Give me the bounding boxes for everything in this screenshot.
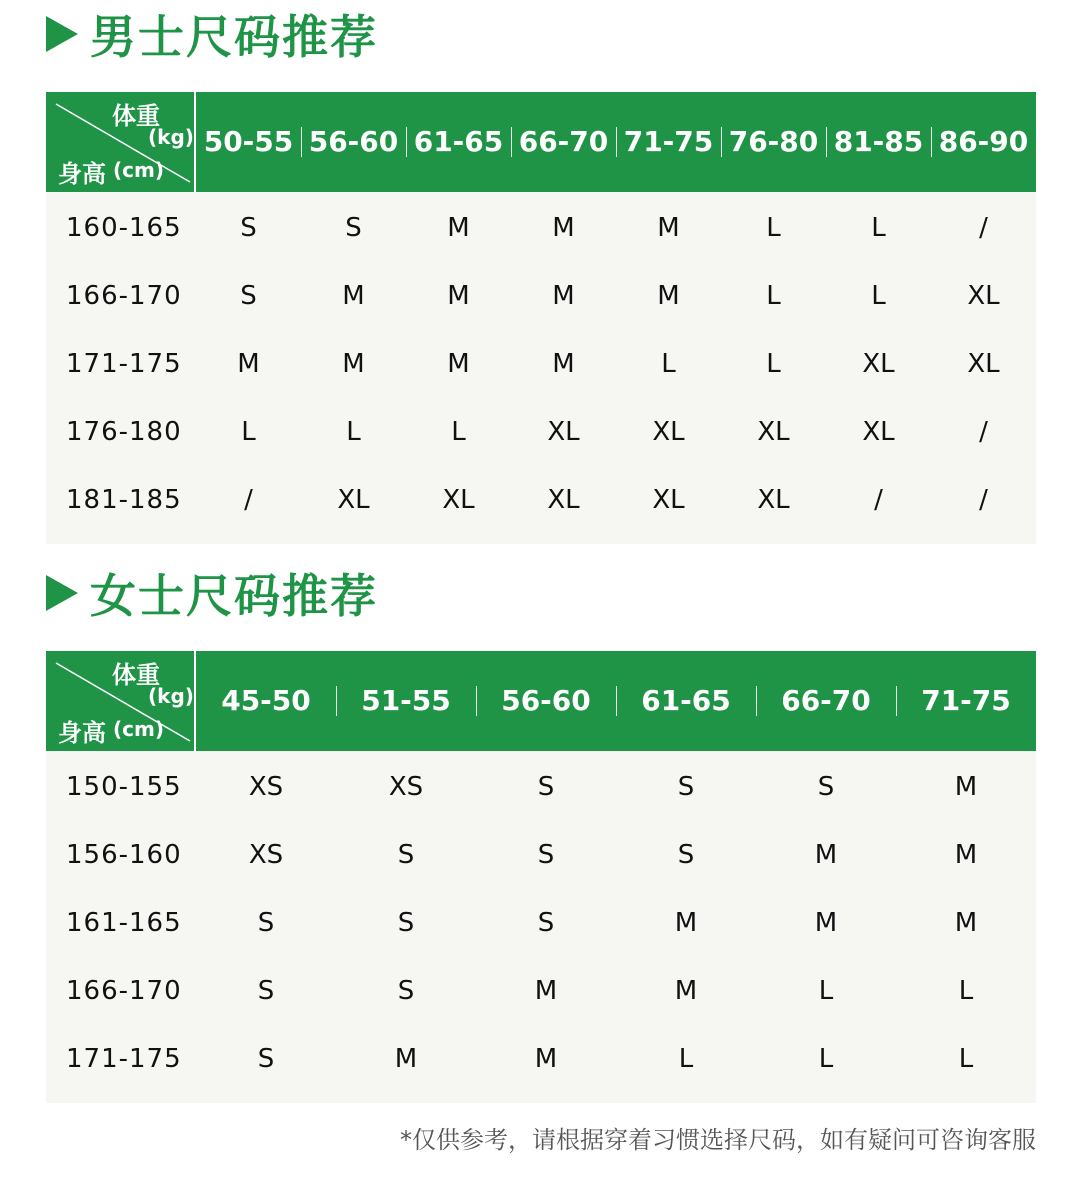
size-cell: XL — [547, 485, 580, 515]
play-triangle-icon — [46, 16, 78, 52]
size-cell: M — [342, 281, 365, 311]
size-cell: M — [447, 213, 470, 243]
size-cell: M — [534, 976, 558, 1006]
men-weight-headers — [196, 92, 1036, 192]
men-section-title — [46, 4, 378, 64]
size-cell: M — [534, 1044, 558, 1074]
table-row — [46, 330, 1036, 398]
men-table-header — [46, 92, 1036, 192]
weight-unit: (kg) — [148, 125, 194, 149]
height-range: 181-185 — [66, 485, 182, 515]
size-cell: XL — [757, 485, 790, 515]
size-cell: XL — [862, 417, 895, 447]
size-cell: L — [661, 349, 676, 379]
men-table-body — [46, 192, 1036, 544]
size-cell: S — [240, 281, 257, 311]
weight-header: 66-70 — [511, 124, 616, 160]
size-cell: XL — [652, 417, 685, 447]
size-cell: / — [244, 485, 253, 515]
women-weight-headers — [196, 651, 1036, 751]
size-cell: M — [814, 908, 838, 938]
weight-header: 61-65 — [406, 124, 511, 160]
size-cell: S — [537, 840, 555, 870]
weight-header: 86-90 — [931, 124, 1036, 160]
size-cell: M — [674, 908, 698, 938]
size-cell: L — [766, 281, 781, 311]
size-cell: L — [958, 976, 974, 1006]
table-row — [46, 262, 1036, 330]
weight-label: 体重 — [112, 661, 160, 689]
women-corner-cell — [46, 651, 196, 751]
table-row — [46, 194, 1036, 262]
table-row — [46, 889, 1036, 957]
size-cell: M — [342, 349, 365, 379]
size-cell: M — [552, 213, 575, 243]
men-size-table — [46, 92, 1036, 544]
weight-header: 50-55 — [203, 125, 294, 158]
size-cell: XL — [757, 417, 790, 447]
size-cell: S — [240, 213, 257, 243]
women-table-header — [46, 651, 1036, 751]
table-row — [46, 398, 1036, 466]
weight-header: 71-75 — [616, 124, 721, 160]
size-cell: M — [657, 213, 680, 243]
size-cell: M — [954, 772, 978, 802]
women-size-table — [46, 651, 1036, 1103]
size-cell: XL — [547, 417, 580, 447]
size-cell: S — [257, 1044, 275, 1074]
size-cell: M — [954, 840, 978, 870]
weight-header: 76-80 — [721, 124, 826, 160]
size-cell: S — [397, 908, 415, 938]
men-corner-cell — [46, 92, 196, 192]
weight-header: 56-60 — [301, 124, 406, 160]
size-cell: S — [537, 772, 555, 802]
size-cell: M — [657, 281, 680, 311]
size-cell: / — [979, 417, 988, 447]
size-cell: L — [871, 281, 886, 311]
size-cell: XS — [248, 772, 284, 802]
size-cell: M — [447, 349, 470, 379]
weight-header: 71-75 — [896, 683, 1036, 719]
height-label: 身高 — [58, 160, 106, 188]
height-range: 166-170 — [66, 281, 182, 311]
weight-header: 45-50 — [221, 684, 311, 717]
weight-header: 51-55 — [336, 683, 476, 719]
height-unit: (cm) — [113, 717, 164, 741]
weight-header: 61-65 — [616, 683, 756, 719]
size-cell: XL — [442, 485, 475, 515]
size-cell: M — [237, 349, 260, 379]
size-cell: S — [397, 976, 415, 1006]
table-row — [46, 821, 1036, 889]
height-range: 171-175 — [66, 349, 182, 379]
size-cell: XL — [337, 485, 370, 515]
height-range: 150-155 — [66, 772, 182, 802]
size-cell: XS — [248, 840, 284, 870]
size-cell: L — [678, 1044, 694, 1074]
height-range: 160-165 — [66, 213, 182, 243]
size-cell: M — [674, 976, 698, 1006]
size-cell: M — [814, 840, 838, 870]
height-range: 176-180 — [66, 417, 182, 447]
size-cell: L — [958, 1044, 974, 1074]
size-cell: XL — [967, 349, 1000, 379]
size-cell: L — [818, 1044, 834, 1074]
size-cell: L — [451, 417, 466, 447]
height-range: 166-170 — [66, 976, 182, 1006]
size-cell: S — [677, 840, 695, 870]
size-cell: XL — [967, 281, 1000, 311]
size-cell: / — [979, 485, 988, 515]
height-range: 171-175 — [66, 1044, 182, 1074]
size-cell: S — [537, 908, 555, 938]
size-cell: L — [766, 349, 781, 379]
height-range: 161-165 — [66, 908, 182, 938]
size-cell: S — [257, 976, 275, 1006]
table-row — [46, 957, 1036, 1025]
size-cell: L — [871, 213, 886, 243]
size-cell: / — [874, 485, 883, 515]
height-range: 156-160 — [66, 840, 182, 870]
size-cell: L — [346, 417, 361, 447]
size-cell: M — [552, 349, 575, 379]
size-cell: M — [552, 281, 575, 311]
size-cell: M — [447, 281, 470, 311]
height-unit: (cm) — [113, 158, 164, 182]
table-row — [46, 466, 1036, 534]
size-cell: L — [241, 417, 256, 447]
weight-header: 56-60 — [476, 683, 616, 719]
size-cell: XL — [652, 485, 685, 515]
size-cell: S — [345, 213, 362, 243]
table-row — [46, 1025, 1036, 1093]
size-cell: XL — [862, 349, 895, 379]
women-section-title — [46, 563, 378, 623]
weight-unit: (kg) — [148, 684, 194, 708]
size-cell: M — [954, 908, 978, 938]
men-title-text: 男士尺码推荐 — [90, 10, 378, 64]
women-title-text: 女士尺码推荐 — [90, 569, 378, 623]
weight-header: 66-70 — [756, 683, 896, 719]
size-cell: XS — [388, 772, 424, 802]
weight-label: 体重 — [112, 102, 160, 130]
size-cell: L — [818, 976, 834, 1006]
size-cell: S — [677, 772, 695, 802]
women-table-body — [46, 751, 1036, 1103]
weight-header: 81-85 — [826, 124, 931, 160]
play-triangle-icon — [46, 575, 78, 611]
size-cell: L — [766, 213, 781, 243]
table-row — [46, 753, 1036, 821]
size-cell: S — [817, 772, 835, 802]
size-cell: S — [257, 908, 275, 938]
size-cell: M — [394, 1044, 418, 1074]
size-cell: S — [397, 840, 415, 870]
height-label: 身高 — [58, 719, 106, 747]
footnote: *仅供参考，请根据穿着习惯选择尺码，如有疑问可咨询客服 — [400, 1126, 1036, 1154]
size-cell: / — [979, 213, 988, 243]
